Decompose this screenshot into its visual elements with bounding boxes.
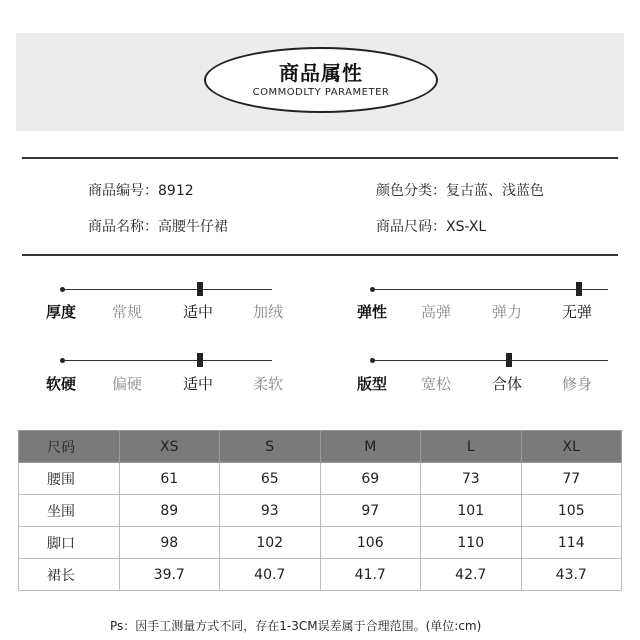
color-category [376,180,544,200]
page-subtitle: COMMODLTY PARAMETER [252,87,390,98]
thickness-scale [62,289,272,290]
color-category-value: 复古蓝、浅蓝色 [446,183,544,199]
table-row [19,527,622,559]
elasticity-scale [372,289,608,290]
table-cell: 腰围 [19,463,120,495]
table-cell: 41.7 [320,559,421,591]
product-size [376,216,486,236]
color-category-label: 颜色分类： [376,183,446,199]
product-name-value: 高腰牛仔裙 [158,219,228,235]
attr-softness: 软硬 [46,375,77,393]
product-size-value: XS-XL [446,219,487,235]
table-row [19,559,622,591]
product-name-label: 商品名称： [88,219,158,235]
table-header: 尺码 [19,431,120,463]
size-table [18,430,622,591]
elasticity-option: 弹力 [492,303,523,321]
scale-start-dot [60,358,65,363]
elasticity-marker [576,282,582,296]
table-cell: 裙长 [19,559,120,591]
table-cell: 73 [421,463,522,495]
table-header-row [19,431,622,463]
scale-start-dot [370,358,375,363]
table-cell: 坐围 [19,495,120,527]
table-header: L [421,431,522,463]
product-code [88,180,194,200]
elasticity-option-selected: 无弹 [562,303,593,321]
product-code-label: 商品编号： [88,183,158,199]
measurement-note: Ps：因手工测量方式不同，存在1-3CM误差属于合理范围。(单位:cm) [110,619,482,633]
softness-option: 柔软 [253,375,284,393]
table-cell: 65 [220,463,321,495]
table-row [19,463,622,495]
fit-marker [506,353,512,367]
elasticity-option: 高弹 [421,303,452,321]
fit-option: 修身 [562,375,593,393]
table-cell: 脚口 [19,527,120,559]
table-cell: 114 [521,527,622,559]
table-cell: 102 [220,527,321,559]
table-header: S [220,431,321,463]
thickness-option-selected: 适中 [183,303,214,321]
table-cell: 69 [320,463,421,495]
thickness-option: 常规 [112,303,143,321]
table-header: XS [119,431,220,463]
table-header: M [320,431,421,463]
table-cell: 40.7 [220,559,321,591]
softness-marker [197,353,203,367]
thickness-marker [197,282,203,296]
divider-middle [22,254,618,256]
table-cell: 39.7 [119,559,220,591]
fit-option: 宽松 [421,375,452,393]
table-cell: 110 [421,527,522,559]
scale-start-dot [370,287,375,292]
table-cell: 98 [119,527,220,559]
table-cell: 89 [119,495,220,527]
table-cell: 42.7 [421,559,522,591]
divider-top [22,157,618,159]
softness-scale [62,360,272,361]
title-oval [204,47,438,113]
thickness-option: 加绒 [253,303,284,321]
table-cell: 97 [320,495,421,527]
table-cell: 106 [320,527,421,559]
table-cell: 77 [521,463,622,495]
attr-thickness: 厚度 [46,303,77,321]
table-cell: 105 [521,495,622,527]
softness-option-selected: 适中 [183,375,214,393]
attr-elasticity: 弹性 [357,303,388,321]
attr-fit: 版型 [357,375,388,393]
table-cell: 61 [119,463,220,495]
softness-option: 偏硬 [112,375,143,393]
product-name [88,216,228,236]
fit-option-selected: 合体 [492,375,523,393]
page-title: 商品属性 [279,61,363,85]
product-code-value: 8912 [158,183,194,199]
table-cell: 93 [220,495,321,527]
table-cell: 43.7 [521,559,622,591]
product-size-label: 商品尺码： [376,219,446,235]
table-row [19,495,622,527]
fit-scale [372,360,608,361]
table-header: XL [521,431,622,463]
table-cell: 101 [421,495,522,527]
scale-start-dot [60,287,65,292]
